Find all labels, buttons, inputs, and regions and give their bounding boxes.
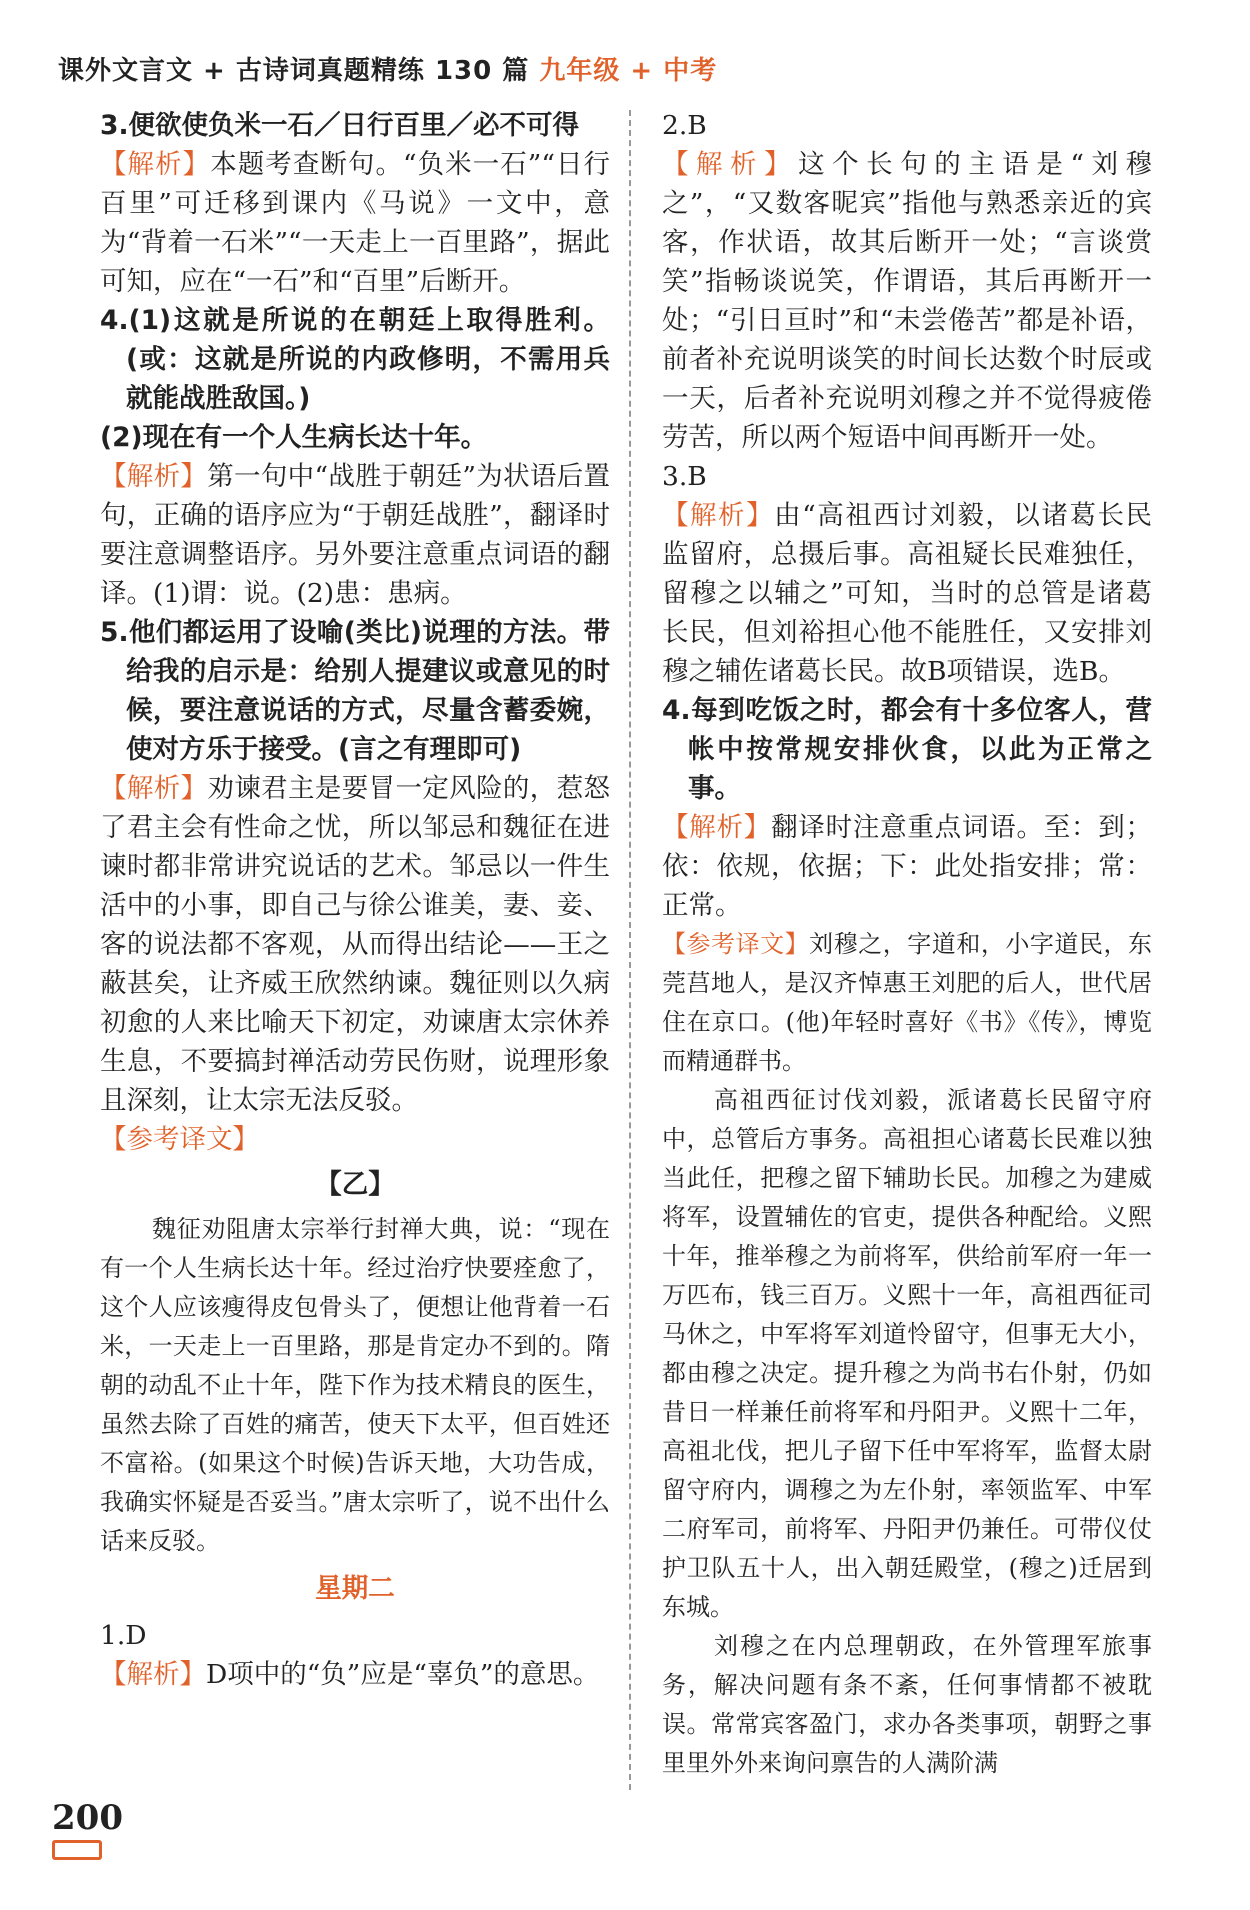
ref-paragraph-1: 刘穆之，字道和，小字道民，东莞莒地人，是汉齐悼惠王刘肥的后人，世代居住在京口。(他)年轻时喜好《书》《传》，博览而精通群书。 [662,930,1153,1075]
left-q4-analysis: 第一句中“战胜于朝廷”为状语后置句，正确的语序应为“于朝廷战胜”，翻译时要注意调整语序。另外要注意重点词语的翻译。(1)谓：说。(2)患：患病。 [100,461,610,609]
ref-paragraph-2: 高祖西征讨伐刘毅，派诸葛长民留守府中，总管后方事务。高祖担心诸葛长民难以独当此任，把穆之留下辅助长民。加穆之为建威将军，设置辅佐的官吏，提供各种配给。义熙十年，推举穆之为前将军，供给前军府一年一万匹布，钱三百万。义熙十一年，高祖西征司马休之，中军将军刘道怜留守，但事无大小，都由穆之决定。提升穆之为尚书右仆射，仍如昔日一样兼任前将军和丹阳尹。义熙十二年，高祖北伐，把儿子留下任中军将军，监督太尉留守府内，调穆之为左仆射，率领监军、中军二府军司，前将军、丹阳尹仍兼任。可带仪仗护卫队五十人，出入朝廷殿堂，(穆之)迁居到东城。 [662,1086,1152,1621]
left-q1-analysis: D项中的“负”应是“辜负”的意思。 [206,1659,600,1690]
right-q3-answer: 3.B [662,461,707,492]
book-title: 课外文言文 + 古诗词真题精练 130 篇 [58,56,530,86]
right-q2-analysis: 这个长句的主语是“刘穆之”，“又数客昵宾”指他与熟悉亲近的宾客，作状语，故其后断开一处；“言谈赏笑”指畅谈说笑，作谓语，其后再断开一处；“引日亘时”和“未尝倦苦”都是补语，前者补充说明谈笑的时间长达数个时辰或一天，后者补充说明刘穆之并不觉得疲倦劳苦，所以两个短语中间再断开一处。 [662,149,1152,453]
yi-title: 【乙】 [315,1169,395,1200]
analysis-tag: 【解析】 [100,773,208,804]
page-ornament-icon [52,1840,102,1860]
reference-translation-tag: 【参考译文】 [100,1124,259,1155]
analysis-tag: 【解析】 [662,149,799,180]
left-q3-answer: 3.便欲使负米一石／日行百里／必不可得 [100,110,580,141]
page-number: 200 [52,1798,123,1838]
yi-translation: 魏征劝阻唐太宗举行封禅大典，说：“现在有一个人生病长达十年。经过治疗快要痊愈了，这个人应该瘦得皮包骨头了，便想让他背着一石米，一天走上一百里路，那是肯定办不到的。隋朝的动乱不止十年，陛下作为技术精良的医生，虽然去除了百姓的痛苦，使天下太平，但百姓还不富裕。(如果这个时候)告诉天地，大功告成，我确实怀疑是否妥当。”唐太宗听了，说不出什么话来反驳。 [100,1215,610,1555]
right-q3-analysis: 由“高祖西讨刘毅，以诸葛长民监留府，总摄后事。高祖疑长民难独任，留穆之以辅之”可知，当时的总管是诸葛长民，但刘裕担心他不能胜任，又安排刘穆之辅佐诸葛长民。故B项错误，选B。 [662,500,1152,687]
left-q5-answer: 5.他们都运用了设喻(类比)说理的方法。带给我的启示是：给别人提建议或意见的时候，要注意说话的方式，尽量含蓄委婉，使对方乐于接受。(言之有理即可) [100,617,610,765]
analysis-tag: 【解析】 [662,500,775,531]
right-q4-analysis: 翻译时注意重点词语。至：到；依：依规，依据；下：此处指安排；常：正常。 [662,812,1153,921]
left-q5-analysis: 劝谏君主是要冒一定风险的，惹怒了君主会有性命之忧，所以邹忌和魏征在进谏时都非常讲究说话的艺术。邹忌以一件生活中的小事，即自己与徐公谁美，妻、妾、客的说法都不客观，从而得出结论——王之蔽甚矣，让齐威王欣然纳谏。魏征则以久病初愈的人来比喻天下初定，劝谏唐太宗休养生息，不要搞封禅活动劳民伤财，说理形象且深刻，让太宗无法反驳。 [100,773,611,1116]
left-q3-analysis: 本题考查断句。“负米一石”“日行百里”可迁移到课内《马说》一文中，意为“背着一石米”“一天走上一百里路”，据此可知，应在“一石”和“百里”后断开。 [100,149,610,297]
left-column [100,106,610,1694]
section-title: 星期二 [315,1573,395,1604]
analysis-tag: 【解析】 [662,812,772,843]
page-header [58,50,717,87]
right-q2-answer: 2.B [662,110,707,141]
right-q4-answer: 4.每到吃饭之时，都会有十多位客人，营帐中按常规安排伙食，以此为正常之事。 [662,695,1152,804]
analysis-tag: 【解析】 [100,1659,206,1690]
reference-translation-tag: 【参考译文】 [662,930,810,958]
ref-paragraph-3: 刘穆之在内总理朝政，在外管理军旅事务，解决问题有条不紊，任何事情都不被耽误。常常宾客盈门，求办各类事项，朝野之事里里外外来询问禀告的人满阶满 [662,1632,1152,1777]
right-column [662,106,1152,1783]
left-q4-answer1: 4.(1)这就是所说的在朝廷上取得胜利。(或：这就是所说的内政修明，不需用兵就能战胜敌国。) [100,305,610,414]
column-divider [629,110,631,1790]
grade-label: 九年级 + 中考 [539,56,718,86]
left-q4-answer2: (2)现在有一个人生病长达十年。 [100,422,488,453]
left-q1-answer: 1.D [100,1620,147,1651]
analysis-tag: 【解析】 [100,461,208,492]
analysis-tag: 【解析】 [100,149,211,180]
